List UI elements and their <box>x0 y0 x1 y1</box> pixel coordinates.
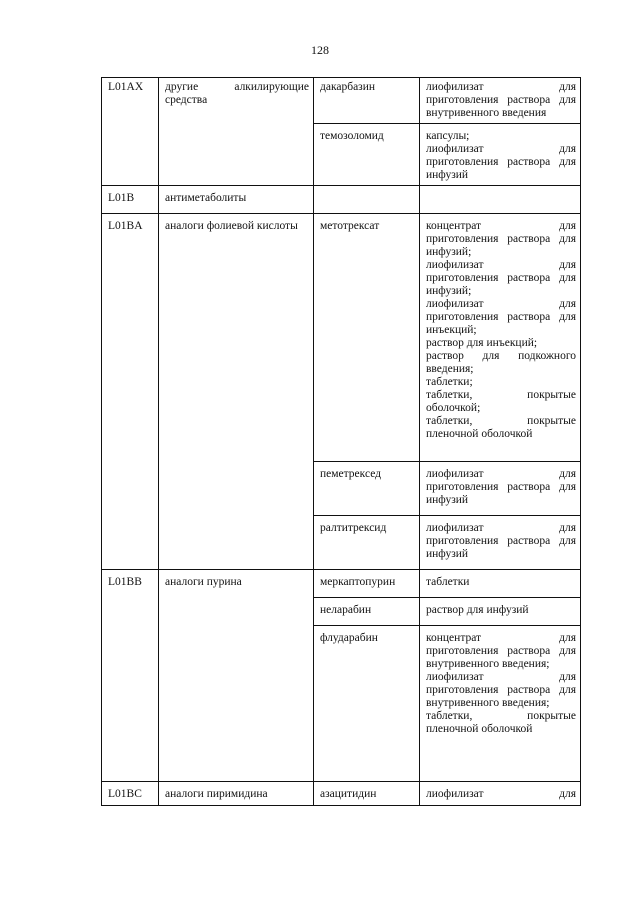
atc-code-cell: L01AX <box>102 78 159 186</box>
dosage-form-text: капсулы; <box>426 130 470 142</box>
dosage-form-cell <box>420 626 581 782</box>
atc-code-cell: L01BB <box>102 570 159 782</box>
dosage-form-text: таблетки <box>426 576 470 588</box>
table-row <box>102 78 581 124</box>
drug-name-cell: темозоломид <box>314 124 420 186</box>
dosage-form-text: лиофилизат для приготовления раствора для инфузий <box>426 522 576 560</box>
dosage-form-text: концентрат для приготовления раствора для инфузий; <box>426 220 576 258</box>
group-text: алкилирующие <box>234 81 309 93</box>
dosage-form-text: таблетки, покрытые пленочной оболочкой <box>426 710 576 735</box>
group-text: другие <box>165 81 199 93</box>
dosage-form-cell <box>420 214 581 462</box>
drug-name-cell: пеметрексед <box>314 462 420 516</box>
atc-code-cell: L01BC <box>102 782 159 806</box>
dosage-form-cell <box>420 782 581 806</box>
atc-group-cell: аналоги пиримидина <box>159 782 314 806</box>
table-row <box>102 214 581 462</box>
dosage-form-text: лиофилизат для приготовления раствора для инъекций; <box>426 298 576 336</box>
drug-name-cell: неларабин <box>314 598 420 626</box>
drug-name-cell <box>314 186 420 214</box>
atc-code-cell: L01B <box>102 186 159 214</box>
dosage-form-cell <box>420 124 581 186</box>
dosage-form-text: лиофилизат для приготовления раствора для внутривенного введения; <box>426 671 576 709</box>
table-row <box>102 570 581 598</box>
atc-group-cell: аналоги пурина <box>159 570 314 782</box>
dosage-form-text: лиофилизат для приготовления раствора для инфузий <box>426 468 576 506</box>
dosage-form-cell <box>420 186 581 214</box>
dosage-form-text: таблетки, покрытые пленочной оболочкой <box>426 415 576 440</box>
atc-group-cell <box>159 78 314 186</box>
dosage-form-cell <box>420 462 581 516</box>
dosage-form-text: для <box>559 788 576 800</box>
dosage-form-cell <box>420 516 581 570</box>
page-number: 128 <box>311 43 329 57</box>
group-text: средства <box>165 94 208 106</box>
table-row <box>102 782 581 806</box>
dosage-form-text: таблетки, покрытые оболочкой; <box>426 389 576 414</box>
table-row <box>102 186 581 214</box>
dosage-form-cell <box>420 570 581 598</box>
drug-name-cell: ралтитрексид <box>314 516 420 570</box>
dosage-form-text: лиофилизат для приготовления раствора для инфузий <box>426 143 576 181</box>
dosage-form-text: концентрат для приготовления раствора для внутривенного введения; <box>426 632 576 670</box>
dosage-form-text: раствор для подкожного введения; <box>426 350 576 375</box>
dosage-form-text: лиофилизат <box>426 788 484 800</box>
dosage-form-text: раствор для инъекций; <box>426 337 538 349</box>
dosage-form-cell <box>420 598 581 626</box>
dosage-form-text: раствор для инфузий <box>426 604 529 616</box>
drug-name-cell: дакарбазин <box>314 78 420 124</box>
dosage-form-text: таблетки; <box>426 376 473 388</box>
dosage-form-cell <box>420 78 581 124</box>
atc-group-cell: аналоги фолиевой кислоты <box>159 214 314 570</box>
atc-group-cell: антиметаболиты <box>159 186 314 214</box>
drug-name-cell: метотрексат <box>314 214 420 462</box>
dosage-form-text: лиофилизат для приготовления раствора для внутривенного введения <box>426 81 576 119</box>
drug-name-cell: азацитидин <box>314 782 420 806</box>
drug-table <box>101 77 581 806</box>
drug-name-cell: меркаптопурин <box>314 570 420 598</box>
atc-code-cell: L01BA <box>102 214 159 570</box>
drug-name-cell: флударабин <box>314 626 420 782</box>
dosage-form-text: лиофилизат для приготовления раствора для инфузий; <box>426 259 576 297</box>
